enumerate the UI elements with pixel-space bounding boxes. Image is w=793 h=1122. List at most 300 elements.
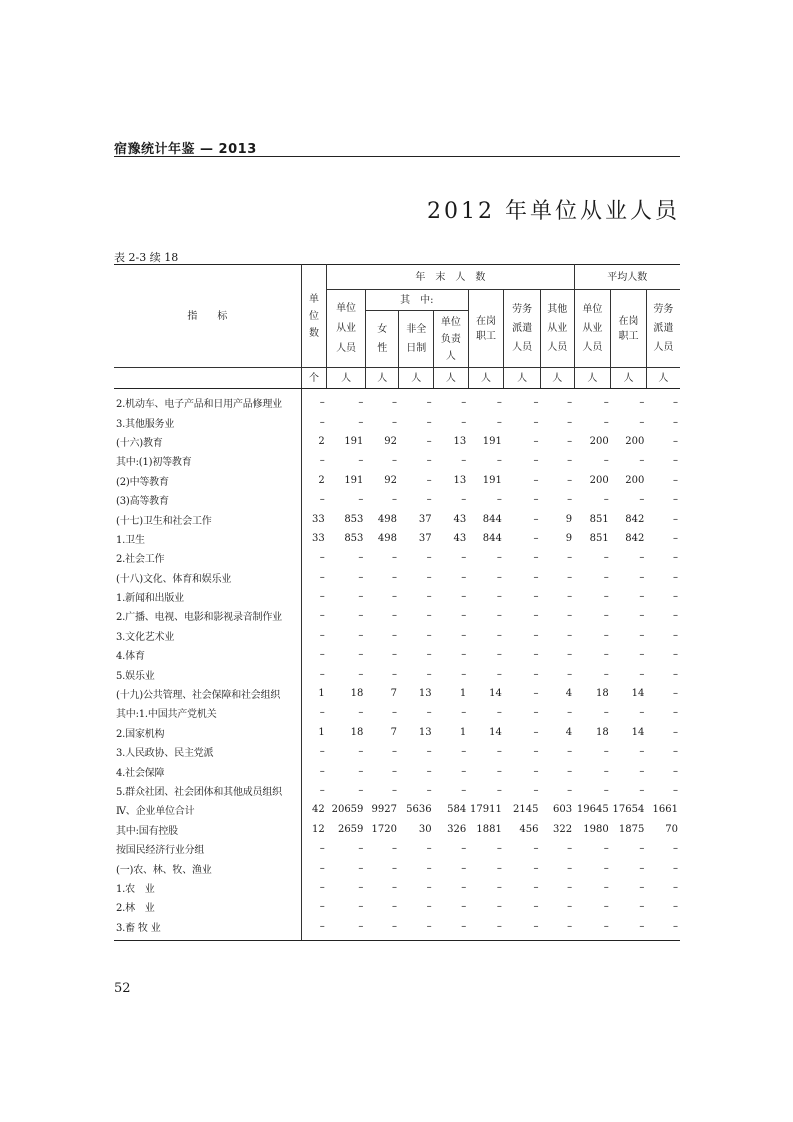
row-value: – bbox=[567, 901, 573, 913]
row-value: – bbox=[496, 785, 502, 796]
row-value: – bbox=[603, 649, 609, 661]
row-value: – bbox=[540, 917, 574, 941]
row-value: 12 bbox=[312, 823, 325, 835]
row-value: – bbox=[461, 629, 467, 641]
header-of-which: 其 中: bbox=[365, 290, 468, 311]
row-value: – bbox=[533, 649, 539, 661]
row-value: – bbox=[567, 765, 573, 777]
page-title: 2012 年单位从业人员 bbox=[427, 199, 680, 224]
row-value: – bbox=[319, 455, 325, 467]
row-indicator: 2.社会工作 bbox=[114, 548, 301, 567]
row-value: – bbox=[639, 571, 645, 583]
row-value: – bbox=[496, 494, 502, 506]
unit-cell: 人 bbox=[540, 368, 574, 389]
row-value: 43 bbox=[453, 532, 467, 544]
row-value: 2145 bbox=[513, 804, 539, 816]
table-row bbox=[114, 897, 680, 916]
row-value: 5636 bbox=[406, 804, 432, 816]
row-value: 584 bbox=[447, 804, 467, 816]
row-value: 33 bbox=[312, 513, 325, 525]
row-value: 191 bbox=[344, 474, 364, 486]
row-value: 1 bbox=[459, 688, 467, 700]
row-value: – bbox=[639, 455, 645, 467]
table-row bbox=[114, 509, 680, 528]
row-value: – bbox=[496, 707, 502, 719]
row-value: – bbox=[426, 862, 432, 874]
row-value: – bbox=[391, 765, 397, 777]
header-female: 女性 bbox=[365, 311, 399, 368]
row-value: – bbox=[319, 668, 325, 680]
row-value: 200 bbox=[625, 474, 645, 486]
row-value: – bbox=[327, 917, 366, 941]
row-value: – bbox=[301, 917, 326, 941]
row-value: – bbox=[673, 843, 678, 855]
row-value: – bbox=[567, 707, 573, 719]
row-value: 842 bbox=[625, 513, 645, 525]
table-label: 表 2-3 续 18 bbox=[114, 251, 179, 264]
row-indicator: 其中:国有控股 bbox=[114, 820, 301, 839]
row-value: – bbox=[496, 668, 502, 680]
table-row bbox=[114, 451, 680, 470]
row-value: – bbox=[496, 881, 502, 893]
row-value: – bbox=[358, 610, 364, 622]
table-row bbox=[114, 490, 680, 509]
row-indicator: (一)农、林、牧、渔业 bbox=[114, 858, 301, 877]
row-value: – bbox=[639, 707, 645, 719]
row-value: 70 bbox=[665, 823, 678, 835]
row-value: – bbox=[461, 552, 467, 564]
row-value: – bbox=[567, 843, 573, 855]
row-value: – bbox=[603, 552, 609, 564]
row-indicator: 2.机动车、电子产品和日用产品修理业 bbox=[114, 389, 301, 413]
row-value: – bbox=[639, 610, 645, 622]
row-value: – bbox=[673, 591, 678, 603]
row-value: – bbox=[567, 552, 573, 564]
row-value: – bbox=[358, 494, 364, 506]
row-value: – bbox=[673, 416, 678, 428]
row-value: 37 bbox=[418, 513, 432, 525]
row-value: – bbox=[426, 494, 432, 506]
row-value: – bbox=[567, 435, 573, 447]
row-value: – bbox=[319, 416, 325, 428]
row-value: – bbox=[533, 901, 539, 913]
row-value: – bbox=[567, 416, 573, 428]
row-value: – bbox=[673, 649, 678, 661]
row-value: 13 bbox=[453, 474, 467, 486]
header-part-time: 非全日制 bbox=[399, 311, 434, 368]
row-value: 92 bbox=[384, 435, 397, 447]
row-value: – bbox=[391, 629, 397, 641]
row-value: – bbox=[533, 688, 539, 700]
row-value: – bbox=[533, 765, 539, 777]
row-value: 603 bbox=[552, 804, 573, 816]
table-row bbox=[114, 529, 680, 548]
row-value: – bbox=[496, 765, 502, 777]
row-value: 7 bbox=[390, 688, 397, 700]
row-value: 1720 bbox=[371, 823, 397, 835]
row-value: – bbox=[673, 726, 678, 738]
table-row bbox=[114, 412, 680, 431]
row-value: – bbox=[603, 397, 609, 409]
row-value: – bbox=[461, 571, 467, 583]
row-indicator: 4.社会保障 bbox=[114, 761, 301, 780]
row-value: – bbox=[399, 917, 434, 941]
row-value: 322 bbox=[552, 823, 573, 835]
row-indicator: 2.广播、电视、电影和影视录音制作业 bbox=[114, 606, 301, 625]
row-value: – bbox=[603, 785, 609, 796]
row-value: – bbox=[391, 843, 397, 855]
row-value: – bbox=[673, 688, 678, 700]
row-value: – bbox=[358, 591, 364, 603]
row-value: – bbox=[567, 474, 573, 486]
row-value: 1881 bbox=[476, 823, 502, 835]
row-value: 191 bbox=[482, 435, 502, 447]
row-value: 498 bbox=[377, 532, 397, 544]
row-value: – bbox=[358, 862, 364, 874]
row-value: – bbox=[533, 591, 539, 603]
table-row bbox=[114, 626, 680, 645]
unit-cell: 人 bbox=[611, 368, 647, 389]
table-row bbox=[114, 568, 680, 587]
row-value: – bbox=[468, 917, 504, 941]
header-avg-on-post: 在岗职工 bbox=[611, 290, 647, 368]
row-value: – bbox=[358, 901, 364, 913]
row-value: – bbox=[533, 435, 539, 447]
row-value: – bbox=[639, 785, 645, 796]
row-value: – bbox=[461, 843, 467, 855]
row-value: – bbox=[358, 397, 364, 409]
row-value: – bbox=[426, 746, 432, 758]
row-value: – bbox=[319, 901, 325, 913]
row-value: 7 bbox=[390, 726, 397, 738]
row-value: – bbox=[603, 862, 609, 874]
header-employed: 单位从业人员 bbox=[327, 290, 366, 368]
row-value: 456 bbox=[519, 823, 539, 835]
row-value: 14 bbox=[631, 688, 645, 700]
row-value: – bbox=[496, 397, 502, 409]
row-value: – bbox=[603, 765, 609, 777]
table-row bbox=[114, 839, 680, 858]
row-value: – bbox=[358, 785, 364, 796]
row-value: – bbox=[358, 746, 364, 758]
row-value: – bbox=[461, 746, 467, 758]
row-value: – bbox=[673, 881, 678, 893]
row-value: – bbox=[426, 843, 432, 855]
unit-cell: 人 bbox=[434, 368, 469, 389]
table-row bbox=[114, 703, 680, 722]
row-value: – bbox=[319, 591, 325, 603]
table-body bbox=[114, 389, 680, 941]
table-row bbox=[114, 761, 680, 780]
row-indicator: 1.新闻和出版业 bbox=[114, 587, 301, 606]
row-value: 200 bbox=[589, 474, 609, 486]
page-number: 52 bbox=[114, 981, 131, 996]
row-indicator: 4.体育 bbox=[114, 645, 301, 664]
row-value: – bbox=[426, 881, 432, 893]
row-indicator: 1.农 业 bbox=[114, 878, 301, 897]
row-value: – bbox=[426, 397, 432, 409]
row-value: – bbox=[461, 416, 467, 428]
row-value: – bbox=[426, 668, 432, 680]
row-value: – bbox=[673, 765, 678, 777]
row-value: 14 bbox=[631, 726, 645, 738]
row-value: 18 bbox=[350, 688, 364, 700]
row-value: – bbox=[358, 668, 364, 680]
row-value: – bbox=[567, 610, 573, 622]
row-value: – bbox=[567, 785, 573, 796]
row-value: 853 bbox=[344, 532, 364, 544]
row-value: 18 bbox=[595, 726, 609, 738]
row-value: – bbox=[567, 881, 573, 893]
row-value: 2 bbox=[318, 435, 325, 447]
row-indicator: 1.卫生 bbox=[114, 529, 301, 548]
row-value: – bbox=[461, 668, 467, 680]
row-value: – bbox=[567, 862, 573, 874]
row-value: – bbox=[639, 843, 645, 855]
row-value: – bbox=[533, 668, 539, 680]
header-other: 其他从业人员 bbox=[540, 290, 574, 368]
row-value: – bbox=[426, 435, 432, 447]
table-row bbox=[114, 684, 680, 703]
row-value: – bbox=[673, 474, 678, 486]
row-value: – bbox=[461, 862, 467, 874]
row-value: 42 bbox=[312, 804, 325, 816]
row-value: – bbox=[496, 416, 502, 428]
row-value: – bbox=[611, 917, 647, 941]
row-value: – bbox=[673, 435, 678, 447]
table-row bbox=[114, 723, 680, 742]
row-value: – bbox=[533, 552, 539, 564]
unit-cell: 人 bbox=[504, 368, 541, 389]
row-value: – bbox=[603, 707, 609, 719]
row-value: – bbox=[461, 610, 467, 622]
unit-cell: 人 bbox=[646, 368, 680, 389]
row-value: – bbox=[426, 552, 432, 564]
row-value: – bbox=[319, 552, 325, 564]
row-indicator: 3.畜 牧 业 bbox=[114, 917, 301, 941]
row-indicator: (2)中等教育 bbox=[114, 471, 301, 490]
row-value: – bbox=[639, 649, 645, 661]
table-row bbox=[114, 858, 680, 877]
row-indicator: 按国民经济行业分组 bbox=[114, 839, 301, 858]
row-value: 9 bbox=[565, 532, 573, 544]
header-avg-dispatched: 劳务派遣人员 bbox=[646, 290, 680, 368]
row-value: – bbox=[533, 416, 539, 428]
row-value: – bbox=[461, 649, 467, 661]
row-value: – bbox=[533, 862, 539, 874]
row-value: 842 bbox=[625, 532, 645, 544]
row-value: – bbox=[391, 610, 397, 622]
row-value: – bbox=[603, 571, 609, 583]
row-value: – bbox=[673, 494, 678, 506]
row-indicator: (十七)卫生和社会工作 bbox=[114, 509, 301, 528]
units-blank bbox=[114, 368, 301, 389]
row-value: 1 bbox=[459, 726, 467, 738]
row-value: 4 bbox=[565, 688, 573, 700]
row-value: – bbox=[639, 862, 645, 874]
row-value: – bbox=[319, 881, 325, 893]
row-value: – bbox=[426, 629, 432, 641]
row-indicator: 2.国家机构 bbox=[114, 723, 301, 742]
row-value: – bbox=[673, 668, 678, 680]
row-value: 14 bbox=[489, 688, 502, 700]
row-value: – bbox=[358, 765, 364, 777]
row-value: – bbox=[567, 455, 573, 467]
unit-cell: 人 bbox=[574, 368, 611, 389]
row-value: – bbox=[567, 571, 573, 583]
row-value: – bbox=[496, 591, 502, 603]
row-value: – bbox=[639, 629, 645, 641]
row-value: – bbox=[319, 571, 325, 583]
row-value: – bbox=[496, 901, 502, 913]
row-value: – bbox=[574, 917, 611, 941]
row-value: 4 bbox=[565, 726, 573, 738]
row-value: – bbox=[358, 629, 364, 641]
row-indicator: 其中:(1)初等教育 bbox=[114, 451, 301, 470]
row-value: – bbox=[567, 494, 573, 506]
row-value: – bbox=[673, 571, 678, 583]
unit-cell: 个 bbox=[301, 368, 326, 389]
row-value: – bbox=[426, 765, 432, 777]
row-value: – bbox=[391, 591, 397, 603]
row-value: – bbox=[461, 455, 467, 467]
row-value: – bbox=[603, 591, 609, 603]
row-value: – bbox=[673, 746, 678, 758]
row-value: – bbox=[673, 455, 678, 467]
row-value: – bbox=[639, 668, 645, 680]
row-value: – bbox=[358, 707, 364, 719]
row-value: – bbox=[358, 843, 364, 855]
row-value: – bbox=[533, 455, 539, 467]
row-value: – bbox=[461, 397, 467, 409]
row-value: – bbox=[319, 746, 325, 758]
row-value: 19645 bbox=[576, 804, 609, 816]
row-value: – bbox=[496, 571, 502, 583]
table-row bbox=[114, 742, 680, 761]
row-value: – bbox=[391, 746, 397, 758]
row-value: 851 bbox=[589, 513, 609, 525]
row-value: – bbox=[567, 397, 573, 409]
row-value: – bbox=[391, 494, 397, 506]
row-value: 200 bbox=[625, 435, 645, 447]
running-head: 宿豫统计年鉴 — 2013 bbox=[114, 142, 257, 157]
row-value: 18 bbox=[350, 726, 364, 738]
table-row bbox=[114, 471, 680, 490]
row-value: 498 bbox=[377, 513, 397, 525]
row-value: – bbox=[639, 416, 645, 428]
row-value: 9927 bbox=[371, 804, 397, 816]
row-indicator: 其中:1.中国共产党机关 bbox=[114, 703, 301, 722]
table-row bbox=[114, 645, 680, 664]
row-indicator: (十八)文化、体育和娱乐业 bbox=[114, 568, 301, 587]
row-value: – bbox=[496, 649, 502, 661]
row-value: – bbox=[358, 649, 364, 661]
row-value: – bbox=[639, 881, 645, 893]
row-value: – bbox=[461, 494, 467, 506]
row-value: 17654 bbox=[612, 804, 645, 816]
row-value: – bbox=[391, 901, 397, 913]
row-value: – bbox=[567, 746, 573, 758]
row-value: – bbox=[603, 881, 609, 893]
row-value: – bbox=[639, 765, 645, 777]
row-value: – bbox=[603, 668, 609, 680]
row-value: – bbox=[319, 494, 325, 506]
row-value: – bbox=[319, 397, 325, 409]
table-row bbox=[114, 548, 680, 567]
row-value: – bbox=[426, 416, 432, 428]
row-value: – bbox=[533, 881, 539, 893]
table-row bbox=[114, 587, 680, 606]
header-year-end: 年 末 人 数 bbox=[327, 265, 574, 290]
row-value: – bbox=[391, 649, 397, 661]
row-value: – bbox=[365, 917, 399, 941]
row-value: 43 bbox=[453, 513, 467, 525]
row-value: – bbox=[461, 765, 467, 777]
row-value: – bbox=[319, 843, 325, 855]
row-value: 14 bbox=[489, 726, 502, 738]
row-value: – bbox=[358, 455, 364, 467]
row-value: – bbox=[603, 416, 609, 428]
row-value: 1875 bbox=[618, 823, 645, 835]
employment-table bbox=[114, 264, 680, 941]
table-row bbox=[114, 878, 680, 897]
row-value: – bbox=[603, 629, 609, 641]
row-value: – bbox=[426, 707, 432, 719]
row-indicator: 5.娱乐业 bbox=[114, 664, 301, 683]
row-value: – bbox=[496, 862, 502, 874]
row-value: – bbox=[426, 610, 432, 622]
row-value: 13 bbox=[418, 726, 432, 738]
row-value: – bbox=[533, 707, 539, 719]
row-value: – bbox=[567, 668, 573, 680]
row-indicator: 2.林 业 bbox=[114, 897, 301, 916]
row-value: – bbox=[567, 649, 573, 661]
row-value: – bbox=[426, 455, 432, 467]
row-value: – bbox=[426, 591, 432, 603]
row-value: – bbox=[533, 610, 539, 622]
header-indicator: 指 标 bbox=[114, 265, 301, 368]
header-avg-employed: 单位从业人员 bbox=[574, 290, 611, 368]
row-value: – bbox=[639, 901, 645, 913]
row-value: – bbox=[533, 494, 539, 506]
row-value: – bbox=[496, 552, 502, 564]
row-value: – bbox=[673, 707, 678, 719]
row-value: – bbox=[533, 474, 539, 486]
row-value: – bbox=[391, 397, 397, 409]
table-row bbox=[114, 800, 680, 819]
row-value: – bbox=[603, 843, 609, 855]
row-value: – bbox=[673, 629, 678, 641]
row-value: 13 bbox=[418, 688, 432, 700]
row-value: – bbox=[391, 571, 397, 583]
row-value: – bbox=[358, 571, 364, 583]
table-row bbox=[114, 606, 680, 625]
row-indicator: (十六)教育 bbox=[114, 432, 301, 451]
row-value: – bbox=[319, 862, 325, 874]
row-value: – bbox=[603, 494, 609, 506]
row-value: 844 bbox=[482, 513, 502, 525]
row-indicator: Ⅳ、企业单位合计 bbox=[114, 800, 301, 819]
row-value: – bbox=[358, 881, 364, 893]
row-indicator: (十九)公共管理、社会保障和社会组织 bbox=[114, 684, 301, 703]
row-value: 33 bbox=[312, 532, 325, 544]
row-value: – bbox=[391, 416, 397, 428]
row-value: 191 bbox=[344, 435, 364, 447]
row-value: – bbox=[426, 649, 432, 661]
row-value: – bbox=[319, 610, 325, 622]
row-value: 9 bbox=[565, 513, 573, 525]
row-value: – bbox=[391, 455, 397, 467]
